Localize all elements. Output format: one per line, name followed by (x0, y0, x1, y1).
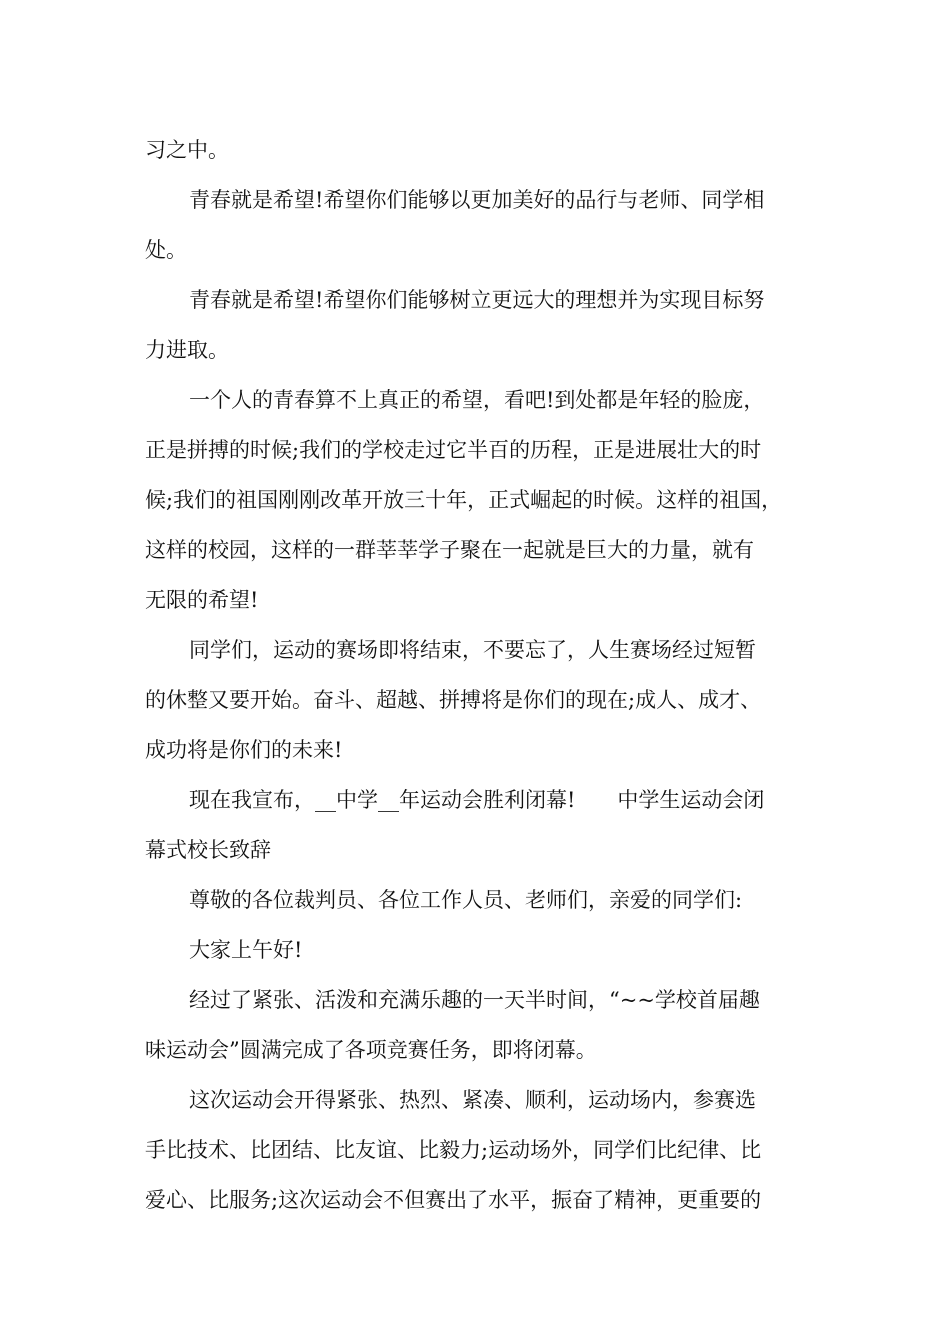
text-line: 候;我们的祖国刚刚改革开放三十年，正式崛起的时候。这样的祖国， (145, 488, 783, 512)
paragraph-first-line: 一个人的青春算不上真正的希望，看吧!到处都是年轻的脸庞， (189, 388, 765, 412)
paragraph-first-line: 经过了紧张、活泼和充满乐趣的一天半时间，“~~学校首届趣 (189, 988, 760, 1012)
paragraph-first-line: 这次运动会开得紧张、热烈、紧凑、顺利，运动场内，参赛选 (189, 1088, 756, 1112)
text-line: 处。 (145, 238, 187, 262)
text-line: 味运动会”圆满完成了各项竞赛任务，即将闭幕。 (145, 1038, 597, 1062)
text-line: 幕式校长致辞 (145, 838, 271, 862)
text-line: 手比技术、比团结、比友谊、比毅力;运动场外，同学们比纪律、比 (145, 1138, 762, 1162)
text-line: 的休整又要开始。奋斗、超越、拼搏将是你们的现在;成人、成才、 (145, 688, 762, 712)
paragraph-first-line: 同学们，运动的赛场即将结束，不要忘了，人生赛场经过短暂 (189, 638, 756, 662)
paragraph-first-line: 大家上午好! (189, 938, 303, 962)
text-line: 爱心、比服务;这次运动会不但赛出了水平，振奋了精神，更重要的 (145, 1188, 762, 1212)
text-line: 成功将是你们的未来! (145, 738, 343, 762)
paragraph-first-line: 尊敬的各位裁判员、各位工作人员、老师们，亲爱的同学们: (189, 888, 743, 912)
text-line: 习之中。 (145, 138, 229, 162)
paragraph-first-line: 青春就是希望!希望你们能够以更加美好的品行与老师、同学相 (189, 188, 765, 212)
paragraph-first-line: 青春就是希望!希望你们能够树立更远大的理想并为实现目标努 (189, 288, 765, 312)
text-line: 无限的希望! (145, 588, 259, 612)
text-line: 这样的校园，这样的一群莘莘学子聚在一起就是巨大的力量，就有 (145, 538, 754, 562)
text-line: 力进取。 (145, 338, 229, 362)
text-line: 正是拼搏的时候;我们的学校走过它半百的历程，正是进展壮大的时 (145, 438, 762, 462)
paragraph-first-line: 现在我宣布，__中学__年运动会胜利闭幕! 中学生运动会闭 (189, 788, 765, 812)
